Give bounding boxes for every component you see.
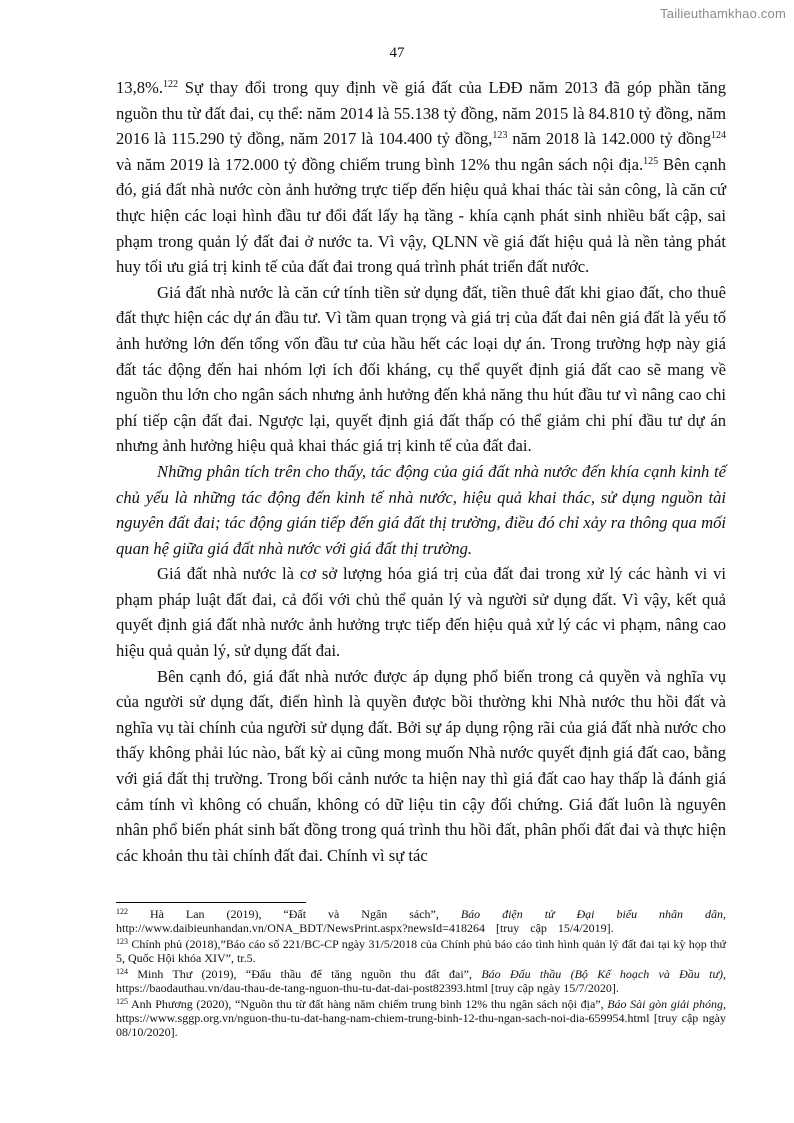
footnote-122 [116, 907, 726, 935]
footnote-source: Báo điện tử Đại biểu nhân dân, [460, 907, 727, 921]
paragraph-3-italic: Những phân tích trên cho thấy, tác động của giá đất nhà nước đến khía cạnh kinh tế chủ yếu là những tác động đến kinh tế nhà nước, hiệu quả khai thác, sử dụng nguồn tài nguyên đất đai; tác động gián tiếp đến giá đất thị trường, điều đó chỉ xảy ra thông qua mối quan hệ giữa giá đất nhà nước với giá đất thị trường. [116, 461, 726, 558]
footnote-124 [116, 967, 726, 995]
footnote-number: 124 [116, 967, 128, 976]
paragraph-text: 13,8%. [116, 78, 164, 97]
footnote-number: 123 [116, 937, 128, 946]
footnote-link[interactable]: https://www.sggp.org.vn/nguon-thu-tu-dat-hang-nam-chiem-trung-binh-12-thu-ngan-sach-noi-dia-659954.html [truy cập ngày 08/10/2020]. [116, 1011, 726, 1039]
body-text [116, 75, 726, 868]
footnote-ref-123[interactable]: 123 [492, 130, 508, 142]
paragraph-text: Bên cạnh đó, giá đất nhà nước còn ảnh hưởng trực tiếp đến hiệu quả khai thác tài sản công, là căn cứ thực hiện các loại hình đầu tư đổi đất lấy hạ tầng - khía cạnh phát sinh nhiều bất cập, sai phạm trong quản lý đất đai ở nước ta. Vì vậy, QLNN về giá đất hiệu quả là nền tảng phát huy tối ưu giá trị kinh tế của đất đai trong quá trình phát triển đất nước. [116, 154, 726, 277]
paragraph-text: và năm 2019 là 172.000 tỷ đồng chiếm trung bình 12% thu ngân sách nội địa. [116, 154, 644, 174]
paragraph-5: Bên cạnh đó, giá đất nhà nước được áp dụng phổ biến trong cả quyền và nghĩa vụ của người sử dụng đất, điển hình là quyền được bồi thường khi Nhà nước thu hồi đất và nghĩa vụ tài chính của người sử dụng đất. Bởi sự áp dụng rộng rãi của giá đất nhà nước cho thấy không phải lúc nào, bất kỳ ai cũng mong muốn Nhà nước quyết định giá đất cao, bằng với giá đất thị trường. Trong bối cảnh nước ta hiện nay thì giá đất cao hay thấp là đánh giá cảm tính vì không có chuẩn, không có dữ liệu tin cậy đối chứng. Giá đất luôn là nguyên nhân phổ biến phát sinh bất đồng trong quá trình thu hồi đất, phân phối đất đai và thực hiện các khoản thu tài chính đất đai. Chính vì sự tác [116, 666, 726, 865]
footnote-ref-125[interactable]: 125 [643, 155, 659, 167]
footnote-source: Báo Đấu thầu (Bộ Kế hoạch và Đầu tư), [481, 967, 726, 981]
paragraph-text: Sự thay đổi trong quy định về giá đất của LĐĐ năm 2013 đã góp phần tăng nguồn thu từ đất đai, cụ thể: năm 2014 là 55.138 tỷ đồng, năm 2015 là 84.810 tỷ đồng, năm 2016 là 115.290 tỷ đồng, năm 2017 là 104.400 tỷ đồng, [116, 78, 726, 149]
footnote-link[interactable]: http://www.daibieunhandan.vn/ONA_BDT/NewsPrint.aspx?newsId=418264 [truy cập 15/4/2019]. [116, 921, 614, 935]
footnote-link[interactable]: https://baodauthau.vn/dau-thau-de-tang-nguon-thu-tu-dat-dai-post82393.html [truy cập ngày 15/7/2020]. [116, 981, 619, 995]
footnotes [116, 907, 726, 1041]
footnote-divider [116, 902, 306, 903]
footnote-ref-122[interactable]: 122 [163, 79, 179, 90]
footnote-source: Báo Sài gòn giải phóng, [607, 997, 726, 1011]
page-number: 47 [389, 45, 405, 61]
footnote-123 [116, 937, 726, 965]
paragraph-4: Giá đất nhà nước là cơ sở lượng hóa giá trị của đất đai trong xử lý các hành vi vi phạm pháp luật đất đai, cả đối với chủ thể quản lý và người sử dụng đất. Vì vậy, kết quả quyết định giá đất nhà nước ảnh hưởng trực tiếp đến hiệu quả xử lý các vi phạm, nâng cao hiệu quả quản lý, sử dụng đất đai. [116, 564, 726, 661]
watermark: Tailieuthamkhao.com [660, 6, 786, 21]
footnote-text: Minh Thư (2019), “Đấu thầu để tăng nguồn thu đất đai”, [128, 967, 482, 981]
footnote-number: 122 [116, 907, 128, 916]
footnote-number: 125 [116, 997, 128, 1006]
footnote-ref-124[interactable]: 124 [711, 130, 727, 142]
footnote-text: Hà Lan (2019), “Đất và Ngân sách”, [128, 907, 461, 921]
paragraph-text: năm 2018 là 142.000 tỷ đồng [507, 129, 712, 149]
paragraph-1 [116, 75, 726, 280]
footnote-125 [116, 997, 726, 1039]
footnote-text: Chính phủ (2018),”Báo cáo số 221/BC-CP ngày 31/5/2018 của Chính phủ báo cáo tình hình quản lý đất đai tại kỳ họp thứ 5, Quốc Hội khóa XIV”, tr.5. [116, 937, 726, 965]
footnote-text: Anh Phương (2020), “Nguồn thu từ đất hàng năm chiếm trung bình 12% thu ngân sách nội địa”, [128, 997, 608, 1011]
paragraph-2: Giá đất nhà nước là căn cứ tính tiền sử dụng đất, tiền thuê đất khi giao đất, cho thuê đất thực hiện các dự án đầu tư. Vì tầm quan trọng và giá trị của đất đai nên giá đất là yếu tố ảnh hưởng lớn đến tổng vốn đầu tư của hầu hết các loại dự án. Trong trường hợp này giá đất tác động đến hai nhóm lợi ích đối kháng, cụ thể quyết định giá đất cao sẽ mang về nguồn thu lớn cho ngân sách nhưng ảnh hưởng đến khả năng thu hút đầu tư vì nâng cao chi phí tiếp cận đất đai. Ngược lại, quyết định giá đất thấp có thể giảm chi phí đầu tư dự án nhưng ảnh hưởng hiệu quả khai thác giá trị kinh tế của đất đai. [116, 282, 726, 456]
